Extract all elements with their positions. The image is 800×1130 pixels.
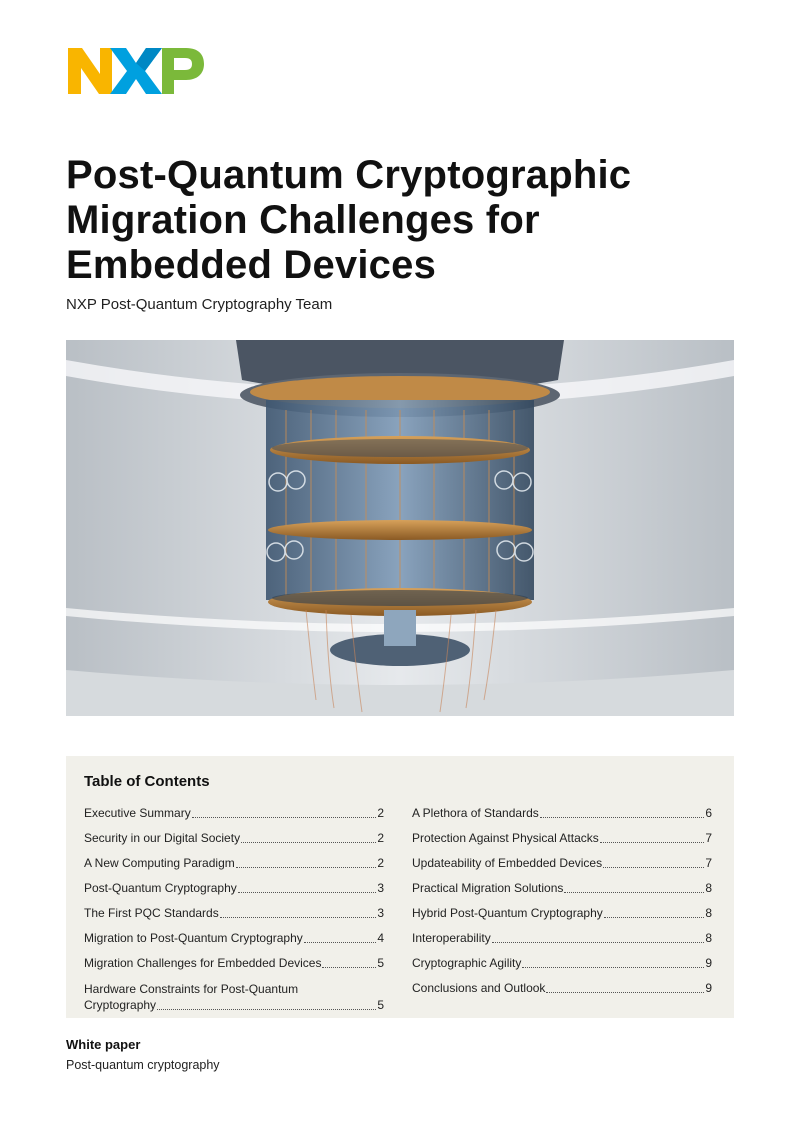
document-type-label: White paper — [66, 1037, 141, 1052]
toc-entry[interactable] — [84, 971, 384, 1014]
toc-entry-label: Protection Against Physical Attacks — [412, 831, 599, 845]
toc-entry[interactable] — [412, 846, 712, 871]
toc-entry-page: 8 — [705, 881, 712, 895]
document-category: Post-quantum cryptography — [66, 1058, 220, 1072]
nxp-logo — [66, 46, 206, 96]
toc-entry[interactable] — [412, 871, 712, 896]
toc-entry[interactable] — [84, 896, 384, 921]
toc-entry-label-continued: Cryptography — [84, 998, 157, 1012]
toc-entry[interactable] — [84, 821, 384, 846]
toc-entry[interactable] — [412, 946, 712, 971]
toc-entry-label: Conclusions and Outlook — [412, 981, 546, 995]
toc-entry-label: Migration to Post-Quantum Cryptography — [84, 931, 303, 945]
toc-entry-label: A New Computing Paradigm — [84, 856, 235, 870]
toc-entry[interactable] — [412, 896, 712, 921]
document-subtitle: NXP Post-Quantum Cryptography Team — [66, 296, 333, 313]
toc-entry-page: 5 — [377, 956, 384, 970]
toc-entry-label: Security in our Digital Society — [84, 831, 241, 845]
toc-entry-label: Cryptographic Agility — [412, 956, 522, 970]
toc-entry-page: 7 — [705, 856, 712, 870]
toc-column-left — [84, 796, 384, 1014]
toc-entry-label: Migration Challenges for Embedded Devices — [84, 956, 322, 970]
toc-entry-page: 3 — [377, 881, 384, 895]
toc-entry-label: Interoperability — [412, 931, 491, 945]
toc-entry-label: Updateability of Embedded Devices — [412, 856, 603, 870]
toc-entry[interactable] — [412, 821, 712, 846]
nxp-logo-icon — [66, 46, 206, 96]
toc-entry[interactable] — [84, 946, 384, 971]
toc-entry-label: Post-Quantum Cryptography — [84, 881, 237, 895]
toc-entry-page: 3 — [377, 906, 384, 920]
toc-entry[interactable] — [84, 921, 384, 946]
toc-entry-page: 9 — [705, 956, 712, 970]
toc-entry-label: Practical Migration Solutions — [412, 881, 564, 895]
toc-entry-page: 8 — [705, 931, 712, 945]
toc-title: Table of Contents — [84, 773, 210, 790]
toc-entry-label: The First PQC Standards — [84, 906, 219, 920]
quantum-computer-illustration — [66, 340, 734, 716]
toc-entry-page: 9 — [705, 981, 712, 995]
toc-entry[interactable] — [84, 796, 384, 821]
toc-entry[interactable] — [412, 921, 712, 946]
toc-entry-label: Executive Summary — [84, 806, 191, 820]
toc-entry-label: Hardware Constraints for Post-Quantum — [84, 982, 299, 996]
toc-entry[interactable] — [412, 971, 712, 996]
toc-entry-page: 2 — [377, 856, 384, 870]
toc-entry-page: 2 — [377, 806, 384, 820]
toc-entry[interactable] — [412, 796, 712, 821]
hero-image — [66, 340, 734, 716]
toc-column-right — [412, 796, 712, 996]
toc-entry[interactable] — [84, 846, 384, 871]
table-of-contents — [66, 756, 734, 1018]
toc-entry-label: A Plethora of Standards — [412, 806, 539, 820]
toc-entry-page: 4 — [377, 931, 384, 945]
toc-entry-page: 6 — [705, 806, 712, 820]
toc-entry-page: 5 — [377, 998, 384, 1012]
toc-entry-page: 8 — [705, 906, 712, 920]
toc-entry-page: 7 — [705, 831, 712, 845]
toc-entry[interactable] — [84, 871, 384, 896]
document-title: Post-Quantum Cryptographic Migration Challenges for Embedded Devices — [66, 153, 632, 287]
toc-entry-page: 2 — [377, 831, 384, 845]
toc-entry-label: Hybrid Post-Quantum Cryptography — [412, 906, 603, 920]
